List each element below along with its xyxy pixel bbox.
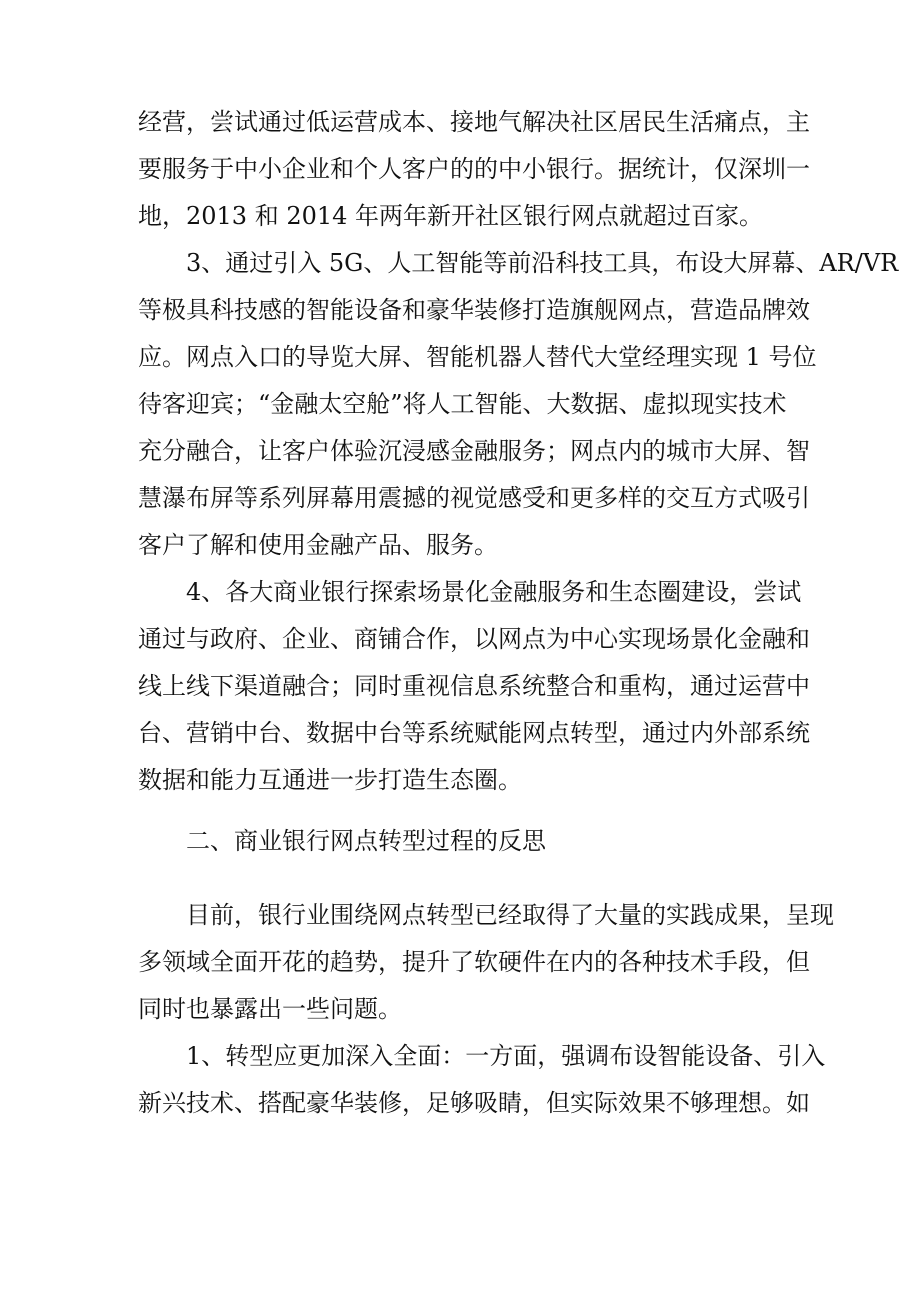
text-line: 客户了解和使用金融产品、服务。 <box>138 531 498 559</box>
text-line: 充分融合，让客户体验沉浸感金融服务；网点内的城市大屏、智 <box>138 437 810 465</box>
paragraph-3-first-line: 3、通过引入 5G、人工智能等前沿科技工具，布设大屏幕、AR/VR <box>186 249 899 277</box>
text-line: 线上线下渠道融合；同时重视信息系统整合和重构，通过运营中 <box>138 672 810 700</box>
paragraph-intro-first-line: 目前，银行业围绕网点转型已经取得了大量的实践成果，呈现 <box>186 901 834 929</box>
text-line: 通过与政府、企业、商铺合作，以网点为中心实现场景化金融和 <box>138 625 810 653</box>
text-line: 慧瀑布屏等系列屏幕用震撼的视觉感受和更多样的交互方式吸引 <box>138 484 810 512</box>
text-line: 经营，尝试通过低运营成本、接地气解决社区居民生活痛点，主 <box>138 108 810 136</box>
text-line: 台、营销中台、数据中台等系统赋能网点转型，通过内外部系统 <box>138 719 810 747</box>
text-line: 应。网点入口的导览大屏、智能机器人替代大堂经理实现 1 号位 <box>138 343 817 371</box>
text-line: 同时也暴露出一些问题。 <box>138 995 402 1023</box>
text-line: 数据和能力互通进一步打造生态圈。 <box>138 766 522 794</box>
text-line: 等极具科技感的智能设备和豪华装修打造旗舰网点，营造品牌效 <box>138 296 810 324</box>
text-line: 地，2013 和 2014 年两年新开社区银行网点就超过百家。 <box>138 202 764 230</box>
paragraph-4-first-line: 4、各大商业银行探索场景化金融服务和生态圈建设，尝试 <box>186 578 802 606</box>
paragraph-1-first-line: 1、转型应更加深入全面：一方面，强调布设智能设备、引入 <box>186 1042 826 1070</box>
text-line: 多领域全面开花的趋势，提升了软硬件在内的各种技术手段，但 <box>138 948 810 976</box>
text-line: 待客迎宾；“金融太空舱”将人工智能、大数据、虚拟现实技术 <box>138 390 787 418</box>
text-line: 新兴技术、搭配豪华装修，足够吸睛，但实际效果不够理想。如 <box>138 1089 810 1117</box>
section-heading: 二、商业银行网点转型过程的反思 <box>186 827 546 855</box>
text-line: 要服务于中小企业和个人客户的的中小银行。据统计，仅深圳一 <box>138 155 810 183</box>
